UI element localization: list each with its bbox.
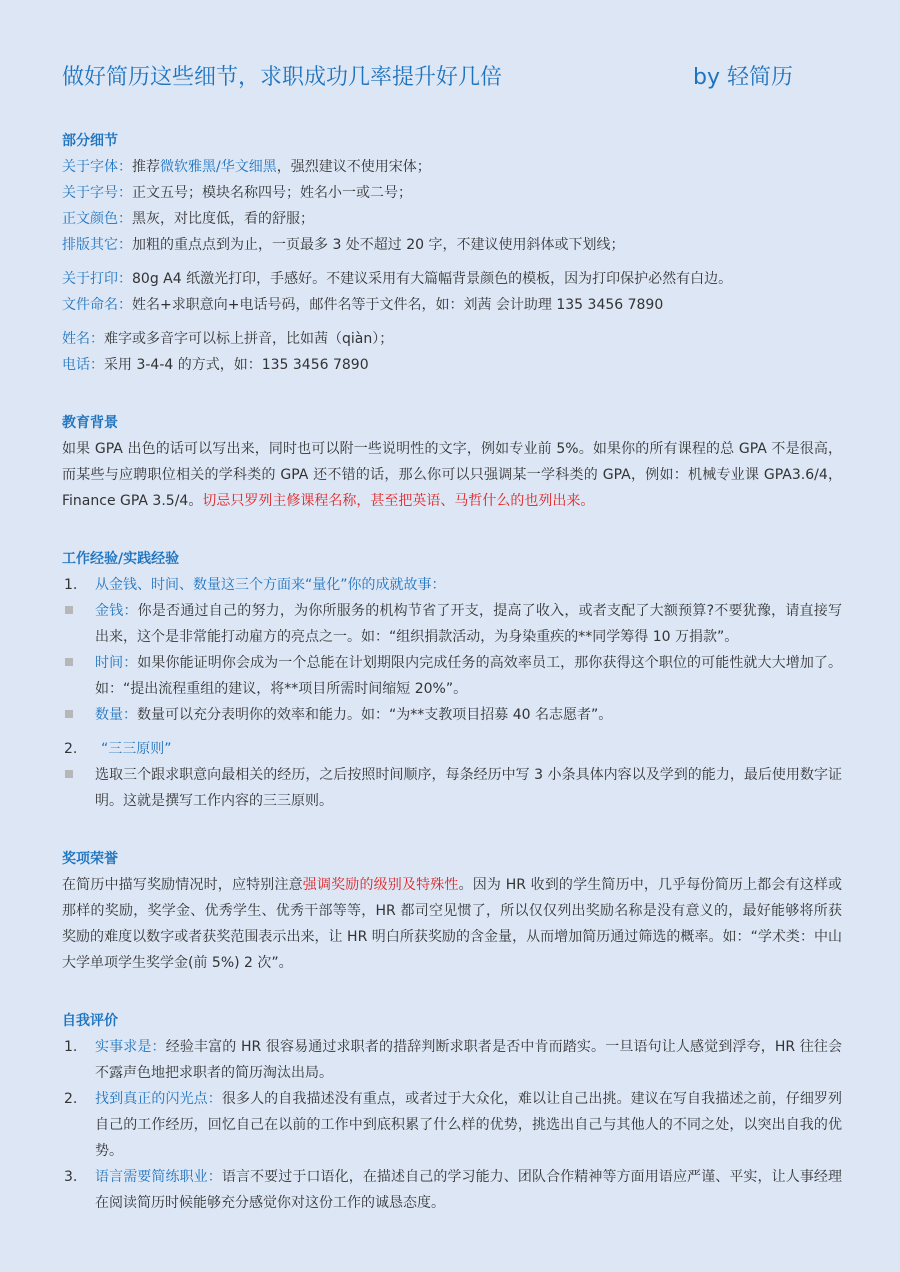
work-item-1: 1. 从金钱、时间、数量这三个方面来“量化”你的成就故事：	[64, 577, 446, 593]
self-item-3: 3. 语言需要简练职业：语言不要过于口语化，在描述自己的学习能力、团队合作精神等方面用语应严谨、平实，让人事经理在阅读简历时候能够充分感觉你对这份工作的诚恳态度。	[64, 1169, 843, 1211]
section-self	[62, 1008, 842, 1216]
section-heading: 教育背景	[62, 415, 118, 431]
detail-size: 关于字号：正文五号；模块名称四号；姓名小一或二号；	[62, 185, 412, 201]
detail-print: 关于打印：80g A4 纸激光打印，手感好。不建议采用有大篇幅背景颜色的模板，因为打印保护必然有白边。	[62, 271, 733, 287]
section-heading: 奖项荣誉	[62, 851, 118, 867]
work-bullet-three: 选取三个跟求职意向最相关的经历，之后按照时间顺序，每条经历中写 3 小条具体内容以及学到的能力，最后使用数字证明。这就是撰写工作内容的三三原则。	[62, 762, 842, 814]
byline: by 轻简历	[693, 65, 793, 90]
section-heading: 部分细节	[62, 133, 118, 149]
self-item-1: 1. 实事求是：经验丰富的 HR 很容易通过求职者的措辞判断求职者是否中肯而踏实。一旦语句让人感觉到浮夸，HR 往往会不露声色地把求职者的简历淘汰出局。	[64, 1039, 843, 1081]
section-details	[62, 128, 842, 378]
detail-layout: 排版其它：加粗的重点点到为止，一页最多 3 处不超过 20 字，不建议使用斜体或下划线；	[62, 237, 625, 253]
work-item-2: 2. “三三原则”	[64, 741, 172, 757]
work-bullet-quantity: 数量：数量可以充分表明你的效率和能力。如：“为**支教项目招募 40 名志愿者”。	[62, 702, 842, 728]
section-heading: 自我评价	[62, 1013, 118, 1029]
section-awards	[62, 846, 842, 976]
title-text: 做好简历这些细节，求职成功几率提升好几倍	[62, 65, 503, 90]
page-title	[62, 62, 822, 94]
work-bullet-time: 时间：如果你能证明你会成为一个总能在计划期限内完成任务的高效率员工，那你获得这个职位的可能性就大大增加了。如：“提出流程重组的建议，将**项目所需时间缩短 20%”。	[62, 650, 842, 702]
education-warning: 切忌只罗列主修课程名称，甚至把英语、马哲什么的也列出来。	[202, 493, 595, 509]
bullet-square-icon	[65, 710, 73, 718]
bullet-square-icon	[65, 606, 73, 614]
work-bullet-money: 金钱：你是否通过自己的努力，为你所服务的机构节省了开支，提高了收入，或者支配了大额预算?不要犹豫，请直接写出来，这个是非常能打动雇方的亮点之一。如：“组织捐款活动，为身染重疾的**同学筹得 10 万捐款”。	[62, 598, 842, 650]
self-item-2: 2. 找到真正的闪光点：很多人的自我描述没有重点，或者过于大众化，难以让自己出挑。建议在写自我描述之前，仔细罗列自己的工作经历，回忆自己在以前的工作中到底积累了什么样的优势，挑选出自己与其他人的不同之处，以突出自我的优势。	[64, 1091, 843, 1159]
section-heading: 工作经验/实践经验	[62, 551, 180, 567]
awards-highlight: 强调奖励的级别及特殊性	[302, 877, 459, 893]
awards-text: 在简历中描写奖励情况时，应特别注意强调奖励的级别及特殊性。因为 HR 收到的学生简历中，几乎每份简历上都会有这样或那样的奖励，奖学金、优秀学生、优秀干部等等，HR 都司空见惯了，所以仅仅列出奖励名称是没有意义的，最好能够将所获奖励的难度以数字或者获奖范围表示出来，让 HR 明白所获奖励的含金量，从而增加简历通过筛选的概率。如：“学术类：中山大学单项学生奖学金(前 5%) 2 次”。	[62, 877, 843, 971]
bullet-square-icon	[65, 770, 73, 778]
content	[62, 128, 842, 1216]
detail-name: 姓名：难字或多音字可以标上拼音，比如茜（qiàn）；	[62, 331, 394, 347]
section-education	[62, 410, 842, 514]
detail-font: 关于字体：推荐微软雅黑/华文细黑，强烈建议不使用宋体；	[62, 159, 431, 175]
bullet-square-icon	[65, 658, 73, 666]
detail-color: 正文颜色：黑灰，对比度低，看的舒服；	[62, 211, 314, 227]
detail-filename: 文件命名：姓名+求职意向+电话号码，邮件名等于文件名，如：刘茜 会计助理 135 3456 7890	[62, 297, 664, 313]
education-text: 如果 GPA 出色的话可以写出来，同时也可以附一些说明性的文字，例如专业前 5%。如果你的所有课程的总 GPA 不是很高，而某些与应聘职位相关的学科类的 GPA 还不错的话，那么你可以只强调某一学科类的 GPA，例如：机械专业课 GPA3.6/4，Finance GPA 3.5/4。切忌只罗列主修课程名称，甚至把英语、马哲什么的也列出来。	[62, 441, 842, 509]
detail-phone: 电话：采用 3-4-4 的方式，如：135 3456 7890	[62, 357, 369, 373]
section-work	[62, 546, 842, 814]
